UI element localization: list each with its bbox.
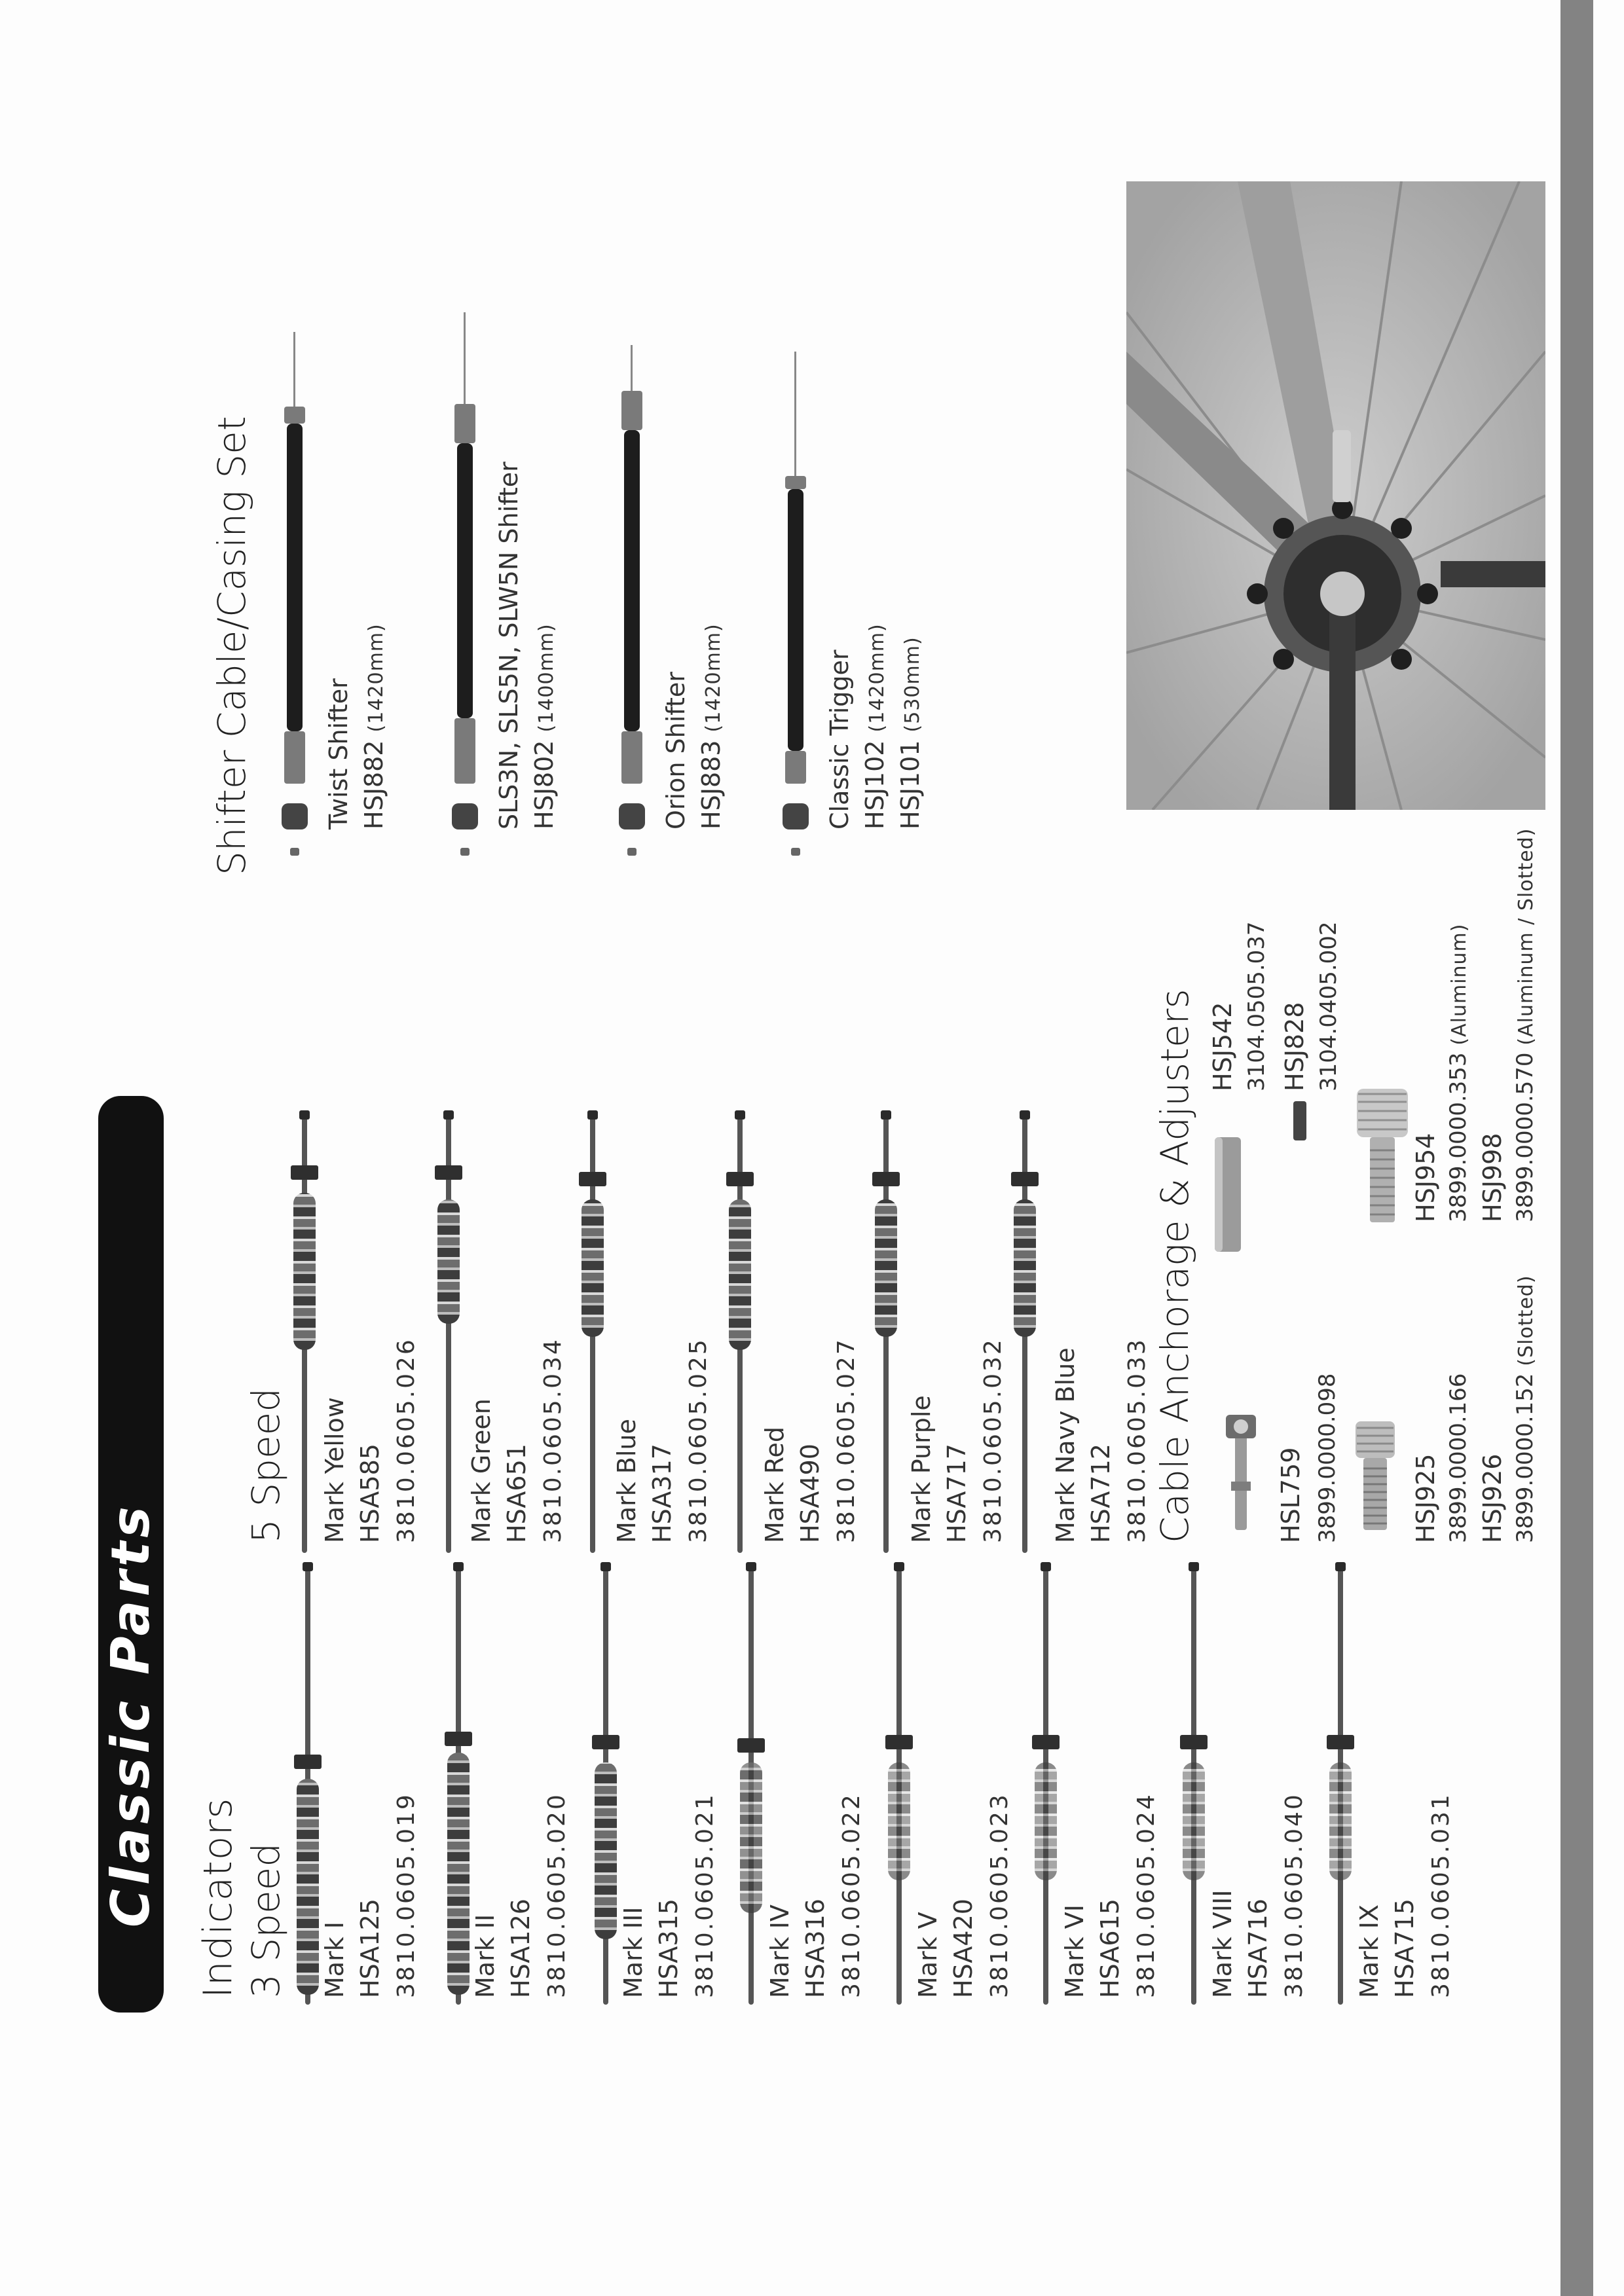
indicator-code: 3810.0605.023 — [986, 1793, 1013, 1998]
indicator-model: HSA716 — [1244, 1899, 1272, 1998]
anchorage-code: 3899.0000.353 — [1445, 1052, 1471, 1222]
anchorage-model: HSJ925 — [1411, 1453, 1440, 1543]
anchorage-note: (Aluminum) — [1448, 923, 1471, 1046]
anchorage-note: (Aluminum / Slotted) — [1515, 828, 1538, 1046]
indicator-code: 3810.0605.024 — [1133, 1793, 1160, 1998]
indicator-name: Mark Yellow — [320, 1397, 349, 1543]
three-speed-heading: 3 Speed — [244, 1842, 288, 1998]
indicator-code: 3810.0605.020 — [544, 1793, 570, 1998]
page-title-bar — [98, 1096, 164, 2013]
shifter-model-row — [857, 623, 895, 829]
shifter-length: (1420mm) — [866, 623, 889, 733]
indicator-code: 3810.0605.026 — [393, 1338, 420, 1543]
indicator-name: Mark III — [619, 1906, 648, 1998]
anchorage-model: HSL759 — [1276, 1447, 1305, 1543]
anchorage-model: HSJ926 — [1478, 1453, 1507, 1543]
indicator-name: Mark Blue — [612, 1419, 641, 1543]
indicator-name: Mark I — [320, 1922, 349, 1998]
shifter-name: SLS3N, SLS5N, SLW5N Shifter — [494, 462, 523, 829]
shifter-name: Orion Shifter — [661, 672, 690, 829]
indicator-code: 3810.0605.040 — [1281, 1793, 1308, 1998]
shifter-model: HSJ101 — [896, 740, 925, 829]
shifter-model: HSJ102 — [860, 740, 889, 829]
indicator-code: 3810.0605.021 — [692, 1793, 718, 1998]
shifter-cable-classic-trigger — [776, 352, 815, 856]
shifter-model-row — [693, 623, 731, 829]
shifter-model: HSJ802 — [530, 740, 559, 829]
indicator-cable-mark-purple — [863, 1114, 909, 1553]
anchorage-code: 3899.0000.098 — [1314, 1373, 1340, 1543]
indicator-name: Mark VIII — [1208, 1889, 1237, 1998]
indicator-code: 3810.0605.032 — [980, 1338, 1006, 1543]
indicator-model: HSA126 — [506, 1899, 535, 1998]
indicator-model: HSA715 — [1390, 1899, 1419, 1998]
indicator-model: HSA490 — [796, 1444, 824, 1543]
shifter-length: (1400mm) — [535, 623, 558, 733]
shifter-cable-twist — [275, 332, 314, 856]
indicator-code: 3810.0605.027 — [833, 1338, 860, 1543]
anchorage-code: 3104.0405.002 — [1316, 921, 1342, 1091]
indicator-model: HSA717 — [942, 1444, 971, 1543]
anchor-bolt-hsl759-image — [1211, 1399, 1273, 1537]
indicator-cable-mark-red — [717, 1114, 763, 1553]
indicator-name: Mark VI — [1060, 1904, 1089, 1998]
indicator-model: HSA125 — [356, 1899, 384, 1998]
indicator-name: Mark IV — [766, 1904, 794, 1998]
shifter-model-row — [356, 623, 394, 829]
anchorage-model: HSJ998 — [1478, 1133, 1507, 1222]
anchorage-code: 3899.0000.152 — [1512, 1373, 1538, 1543]
indicator-name: Mark Red — [760, 1427, 789, 1543]
indicator-name: Mark Purple — [907, 1395, 936, 1543]
anchorage-code-row — [1509, 1275, 1543, 1543]
indicator-name: Mark Green — [467, 1398, 496, 1543]
anchorage-code-row — [1509, 828, 1543, 1222]
indicator-name: Mark V — [913, 1912, 942, 1998]
indicator-model: HSA585 — [356, 1444, 384, 1543]
shifter-model-row — [893, 636, 931, 829]
anchorage-code-row — [1442, 924, 1476, 1222]
shifter-model: HSJ882 — [360, 740, 388, 829]
adjuster-hsj925-image — [1349, 1406, 1404, 1537]
anchorage-note: (Slotted) — [1515, 1275, 1538, 1366]
shifter-cable-sls — [445, 312, 485, 856]
indicator-model: HSA316 — [801, 1899, 830, 1998]
anchorage-model: HSJ954 — [1411, 1133, 1440, 1222]
indicator-model: HSA315 — [654, 1899, 683, 1998]
indicator-cable-mark-navy-blue — [1002, 1114, 1048, 1553]
anchorage-model: HSJ828 — [1280, 1002, 1309, 1091]
indicator-model: HSA712 — [1086, 1444, 1115, 1543]
adjuster-hsj954-image — [1349, 1078, 1417, 1229]
page-title: Classic Parts — [100, 1503, 161, 1927]
anchorage-code: 3899.0000.570 — [1512, 1052, 1538, 1222]
shifter-heading: Shifter Cable/Casing Set — [210, 416, 254, 875]
indicator-model: HSA420 — [949, 1899, 978, 1998]
shifter-cable-orion — [612, 345, 652, 856]
indicator-name: Mark IX — [1355, 1904, 1384, 1998]
indicator-model: HSA615 — [1096, 1899, 1124, 1998]
indicators-heading: Indicators — [195, 1797, 241, 1998]
shifter-model-row — [526, 623, 564, 829]
shifter-name: Classic Trigger — [825, 649, 854, 829]
indicator-code: 3810.0605.034 — [540, 1338, 566, 1543]
anchorage-model: HSJ542 — [1208, 1002, 1237, 1091]
indicator-code: 3810.0605.022 — [838, 1793, 865, 1998]
indicator-model: HSA317 — [648, 1444, 676, 1543]
indicator-code: 3810.0605.031 — [1428, 1793, 1454, 1998]
sleeve-hsj542-image — [1208, 1131, 1250, 1255]
indicator-model: HSA651 — [502, 1444, 531, 1543]
indicator-name: Mark II — [471, 1914, 500, 1998]
shifter-length: (1420mm) — [365, 623, 388, 733]
indicator-code: 3810.0605.019 — [393, 1793, 420, 1998]
rear-wheel-hub-photo — [1126, 181, 1548, 810]
page-edge-band — [1560, 0, 1593, 2296]
shifter-length: (1420mm) — [702, 623, 725, 733]
indicator-code: 3810.0605.033 — [1124, 1338, 1151, 1543]
anchorage-code: 3104.0505.037 — [1244, 921, 1270, 1091]
anchorage-heading: Cable Anchorage & Adjusters — [1153, 989, 1197, 1543]
indicator-name: Mark Navy Blue — [1051, 1347, 1080, 1543]
shifter-length: (530mm) — [901, 636, 924, 733]
anchorage-code: 3899.0000.166 — [1445, 1373, 1471, 1543]
shifter-name: Twist Shifter — [324, 678, 353, 829]
five-speed-heading: 5 Speed — [244, 1387, 288, 1543]
indicator-code: 3810.0605.025 — [685, 1338, 712, 1543]
shifter-model: HSJ883 — [697, 740, 726, 829]
pin-hsj828-image — [1287, 1098, 1316, 1144]
